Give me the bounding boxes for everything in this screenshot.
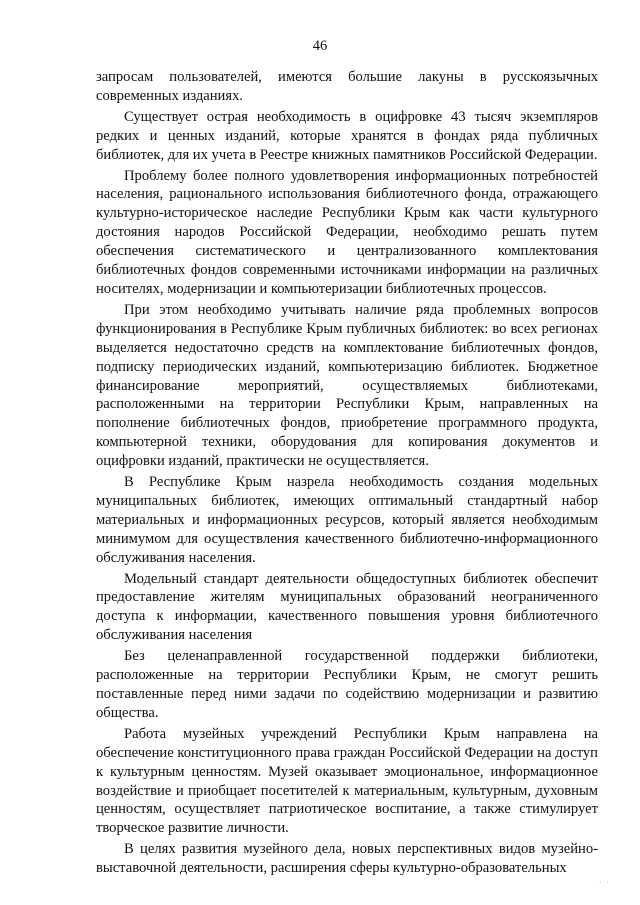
paragraph-continuation: запросам пользователей, имеются большие лакуны в русскоязычных современных изданиях. [96,69,598,104]
paragraph: Работа музейных учреждений Республики Крым направлена на обеспечение конституционного права граждан Российской Федерации на доступ к культурным ценностям. Музей оказывает эмоциональное, информационное воздействие и приобщает посетителей к материальным, культурным, духовным ценностям, осуществляет патриотическое воспитание, а также стимулирует творческое развитие личности. [96,725,598,837]
paragraph: Модельный стандарт деятельности общедоступных библиотек обеспечит предоставление жителям муниципальных образований неограниченного доступа к информации, качественного повышения уровня библиотечного обслуживания населения [96,570,598,644]
paragraph: При этом необходимо учитывать наличие ряда проблемных вопросов функционирования в Республике Крым публичных библиотек: во всех регионах выделяется недостаточно средств на комплектование библиотечных фондов, подписку периодических изданий, компьютеризацию библиотек. Бюджетное финансирование мероприятий, осуществляемых библиотеками, расположенными на территории Республики Крым, направленных на пополнение библиотечных фондов, приобретение программного продукта, компьютерной техники, оборудования для копирования документов и оцифровки изданий, практически не осуществляется. [96,301,598,470]
body-text [96,68,598,878]
paragraph: Проблему более полного удовлетворения информационных потребностей населения, рационального использования библиотечного фонда, отражающего культурно-историческое наследие Республики Крым как части культурного достояния народов Российской Федерации, необходимо решать путем обеспечения систематического и централизованного комплектования библиотечных фондов современными источниками информации на различных носителях, модернизации и компьютеризации библиотечных процессов. [96,167,598,297]
paragraph: Существует острая необходимость в оцифровке 43 тысяч экземпляров редких и ценных изданий, которые хранятся в фондах ряда публичных библиотек, для их учета в Реестре книжных памятников Российской Федерации. [96,108,598,163]
scan-artifact-mark: · · [598,877,610,887]
paragraph: Без целенаправленной государственной поддержки библиотеки, расположенные на территории Республики Крым, не смогут решить поставленные перед ними задачи по содействию модернизации и развитию общества. [96,648,598,721]
paragraph: В целях развития музейного дела, новых перспективных видов музейно-выставочной деятельности, расширения сферы культурно-образовательных [96,841,598,877]
page-number: 46 [312,38,328,54]
paragraph: В Республике Крым назрела необходимость создания модельных муниципальных библиотек, имеющих оптимальный стандартный набор материальных и информационных ресурсов, который является необходимым минимумом для осуществления качественного библиотечно-информационного обслуживания населения. [96,474,598,566]
